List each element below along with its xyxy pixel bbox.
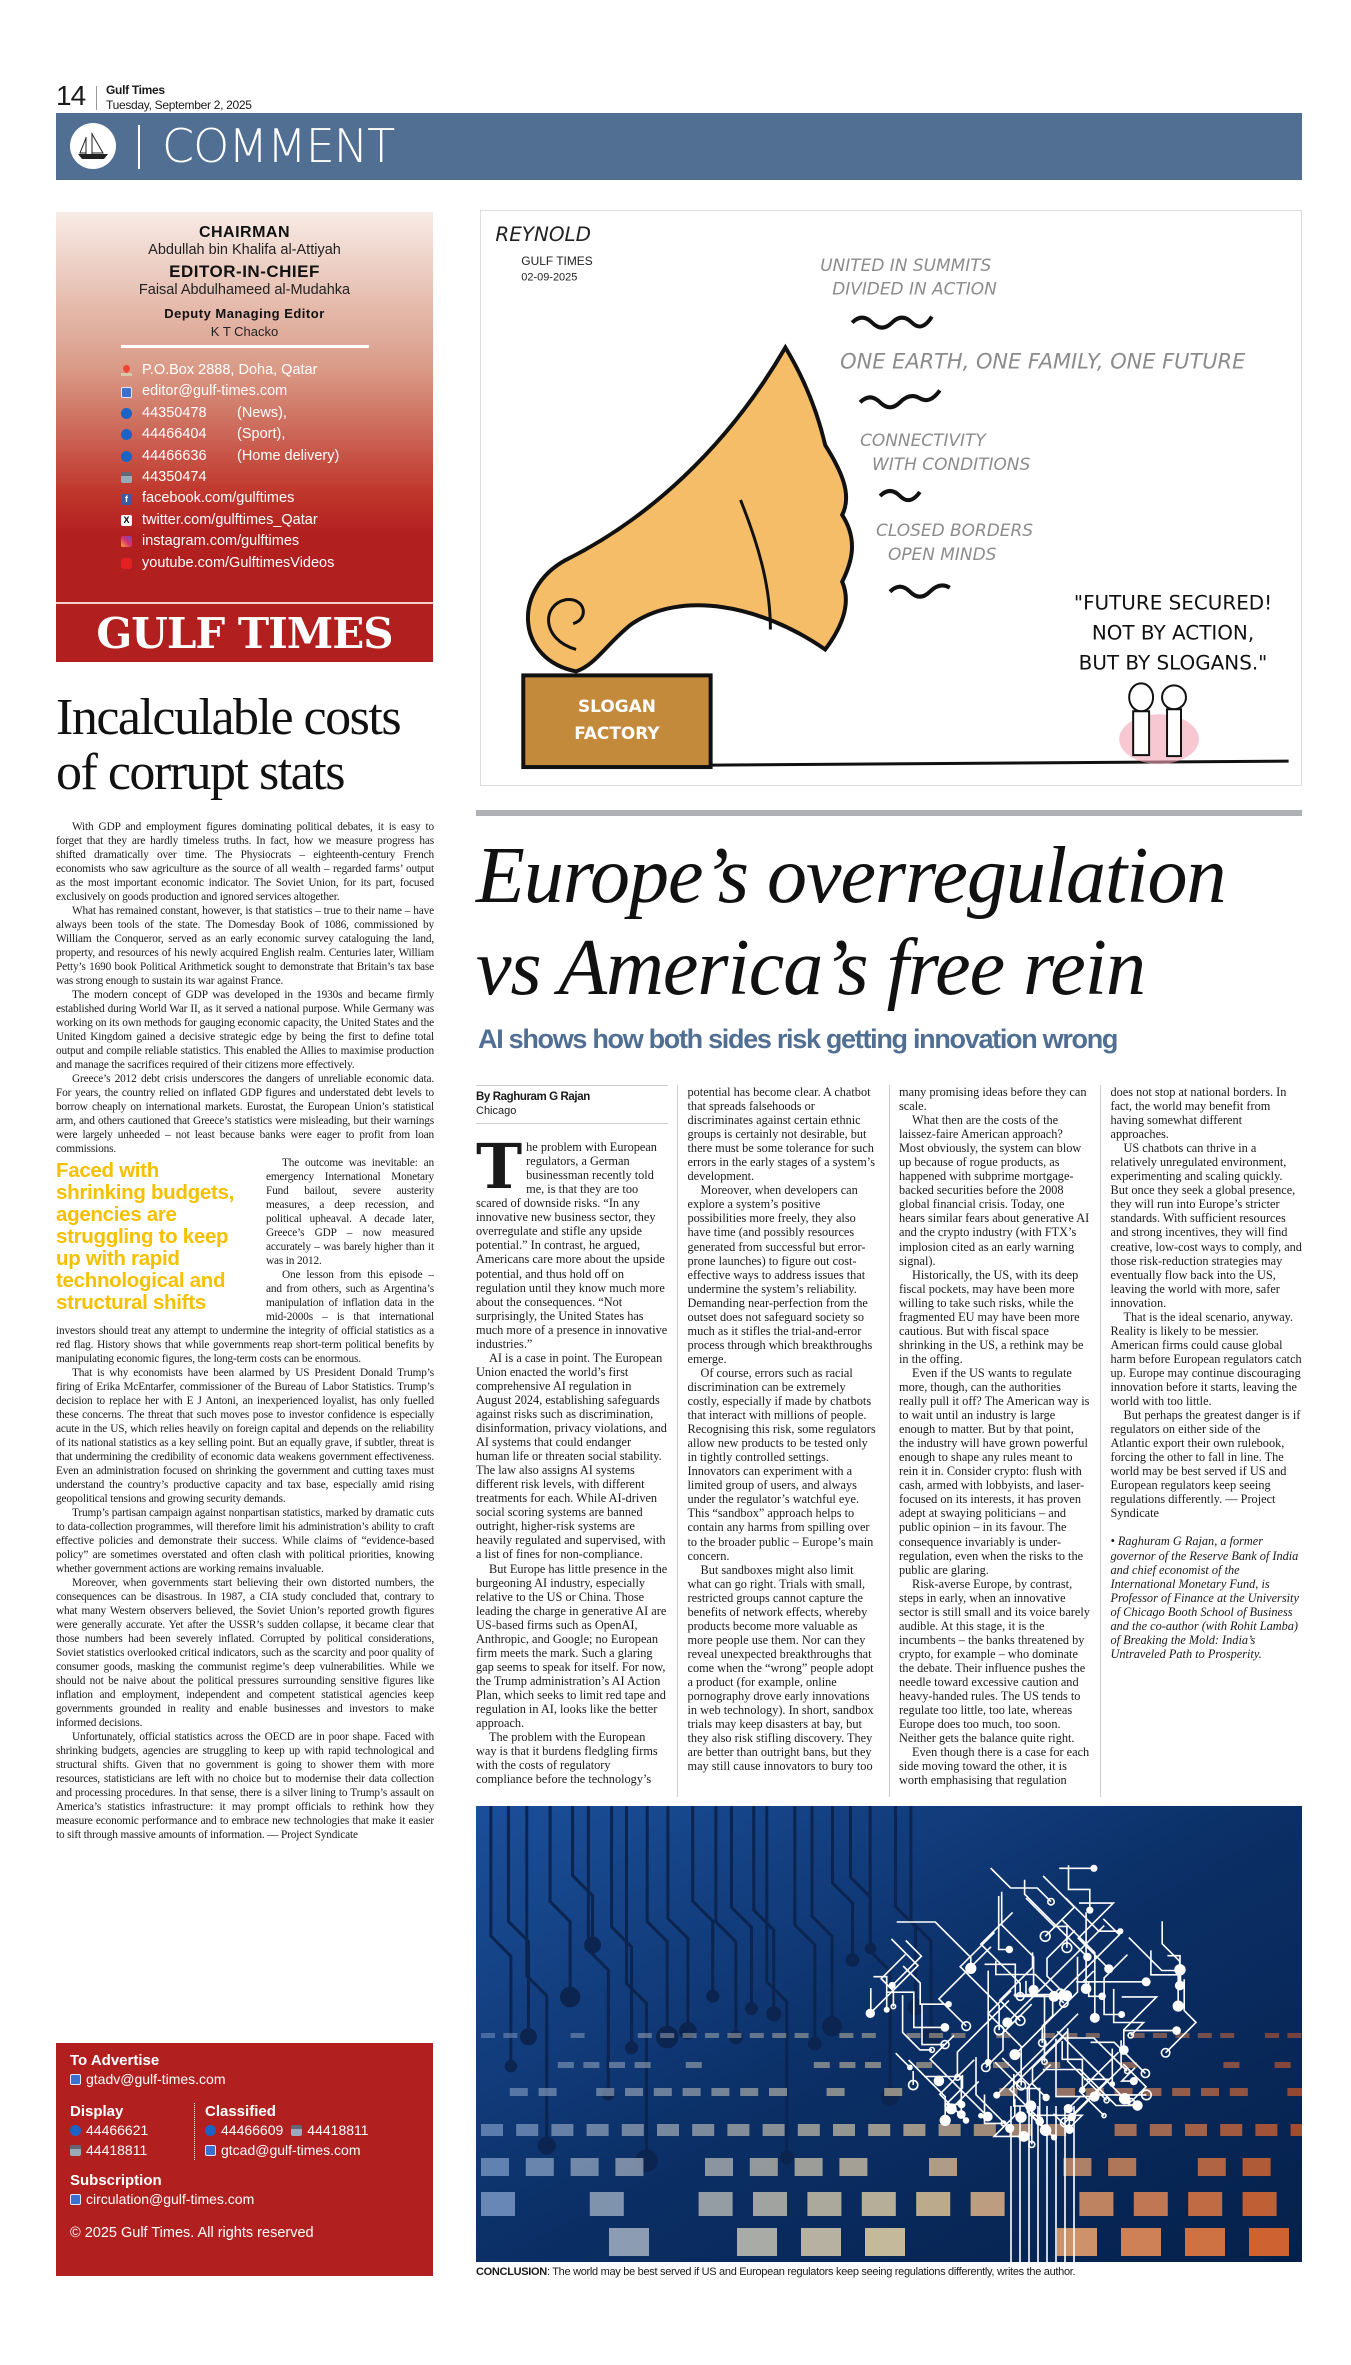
slogan: WITH CONDITIONS [872, 454, 1031, 475]
page-number: 14 [56, 80, 86, 111]
deputy-label: Deputy Managing Editor [164, 306, 325, 321]
subscription-email[interactable]: circulation@gulf-times.com [86, 2191, 255, 2207]
tile [692, 2124, 714, 2136]
classified-email[interactable]: gtcad@gulf-times.com [221, 2142, 361, 2158]
phone-number: 44466636 [142, 447, 207, 464]
circuit-node [768, 2008, 780, 2020]
tile [1153, 2033, 1167, 2038]
brain-node [1119, 2012, 1124, 2017]
tile [1115, 2124, 1137, 2136]
tile [1057, 2228, 1097, 2256]
paragraph: One lesson from this episode – and from others, such as Argentina’s manipulation of inflation data in the mid-2000s – is that international investors should treat any attempt to undermine the integrity of official statistics as a red flag. History shows that while governments reap short-term political benefits by manipulating economic figures, the long-term costs can be enormous. [56, 1269, 434, 1365]
tile [769, 2088, 787, 2096]
brain-node [1173, 2001, 1183, 2011]
tile [683, 2033, 697, 2038]
tile [526, 2158, 554, 2176]
tile [1079, 2192, 1113, 2216]
tile [1265, 2033, 1279, 2038]
tile [727, 2033, 741, 2038]
svg-text:02-09-2025: 02-09-2025 [521, 271, 578, 284]
paragraph: Even if the US wants to regulate more, though, can the authorities really pull it off? The American way is to wait until an industry is large enough to matter. But by that point, the industry will have grown powerful enough to shape any rules meant to rein it in. Consider crypto: flush with cash, armed with lobbyists, and laser-focused on its interests, it has proven adept at swaying politicians – and public opinion – in its favour. The consequence invariably is under-regulation, even when the risks to the public are glaring. [899, 1365, 1090, 1577]
paragraph: AI is a case in point. The European Union enacted the world’s first comprehensive AI regulation in August 2024, establishing safeguards against risks such as discrimination, disinformation, privacy violations, and AI systems that could endanger human life or threaten social stability. The law also assigns AI systems different risk levels, with different treatments for each. While AI-driven social scoring systems are banned outright, higher-risk systems are heavily regulated and supervised, with a list of fines for non-compliance. [476, 1350, 667, 1562]
tile [727, 2124, 749, 2136]
brain-node [941, 2024, 948, 2031]
brain-node [1099, 1993, 1105, 1999]
subheadline: AI shows how both sides risk getting innovation wrong [478, 1024, 1118, 1054]
tile [916, 2062, 932, 2068]
tile [481, 2192, 515, 2216]
svg-text:SLOGAN: SLOGAN [577, 696, 656, 717]
chairman-label: CHAIRMAN [198, 224, 291, 241]
tile [1150, 2124, 1172, 2136]
contact-list [121, 360, 433, 574]
tile [510, 2088, 528, 2096]
tile [862, 2192, 896, 2216]
tile [1255, 2124, 1277, 2136]
tile [654, 2088, 672, 2096]
deputy-name: K T Chacko [210, 324, 279, 339]
section-divider [138, 125, 140, 169]
phone-number: 44466404 [142, 426, 207, 443]
paragraph: The modern concept of GDP was developed in the 1930s and became firmly established during World War II, as it served a national purpose. While Germany was working on its own methods for gauging economic capacity, the United States and the United Kingdom gained a decisive strategic edge by being the first to define total output and compile reliable statistics. This enabled the Allies to maximise production and manage the sacrifices required of their citizens more effectively. [56, 989, 434, 1071]
tile [481, 2124, 503, 2136]
paragraph: Risk-averse Europe, by contrast, steps in early, when an innovative sector is still small and its voice barely audible. At this stage, it is the incumbents – the banks threatened by crypto, for example – who dominate the debate. Their influence pushes the needle toward excessive caution and heavy-handed rules. The US tends to regulate too little, too late, whereas Europe does too much, too soon. Neither gets the balance quite right. [899, 1576, 1090, 1746]
paragraph: Of course, errors such as racial discrimination can be extremely costly, especially if made by chatbots that interact with millions of people. Recognising this risk, some regulators allow new products to be tested only in tightly controlled settings. Innovators can experiment with a limited group of users, and always under the regulator’s watchful eye. This “sandbox” approach helps to contain any harms from spilling over to the broader public – Europe’s main concern. [687, 1365, 876, 1563]
brain-node [1173, 2027, 1180, 2034]
brain-node [1016, 2112, 1026, 2122]
tile [903, 2124, 925, 2136]
svg-text:"FUTURE SECURED!: "FUTURE SECURED! [1073, 591, 1273, 615]
envelope-icon [205, 2145, 216, 2156]
circuit-node [747, 2004, 757, 2014]
tile [839, 2158, 867, 2176]
tile [795, 2033, 809, 2038]
brain-node [1084, 1954, 1091, 1961]
circuit-node [561, 1988, 578, 2005]
tile [827, 2088, 845, 2096]
chairman-name: Abdullah bin Khalifa al-Attiyah [148, 242, 341, 258]
tile [705, 2033, 719, 2038]
masthead-box [56, 212, 433, 662]
brain-node [1091, 1866, 1097, 1872]
brain-node [1029, 1986, 1038, 1995]
contact-youtube[interactable] [121, 553, 433, 574]
circuit-node [847, 1955, 858, 1966]
paragraph: The problem with the European way is that it burdens fledgling firms with the costs of regulatory compliance before the technology’s potential has become clear. A chatbot that spreads falsehoods or discriminates against certain ethnic groups is certainly not desirable, but there must be some tolerance for such errors in the early stages of a system’s development. [476, 1085, 875, 1787]
tile [1243, 2192, 1277, 2216]
facebook-icon: f [121, 494, 132, 505]
tile [868, 2124, 890, 2136]
circuit-node [539, 2138, 554, 2153]
tile [884, 2088, 902, 2096]
brain-node [866, 2009, 874, 2017]
slogan-factory-box [523, 675, 710, 767]
phone-number: 44350478 [142, 404, 207, 421]
brain-node [1118, 1929, 1123, 1934]
paragraph: But perhaps the greatest danger is if regulators on either side of the Atlantic export their own rulebook, forcing the other to fall in line. The world may be best served if US and European regulators keep seeing regulations differently. — Project Syndicate [1110, 1408, 1301, 1521]
brain-node [986, 2060, 991, 2065]
slogan: ONE EARTH, ONE FAMILY, ONE FUTURE [840, 349, 1246, 374]
svg-text:GULF TIMES: GULF TIMES [521, 253, 593, 268]
tile [705, 2158, 733, 2176]
tile [839, 2033, 853, 2038]
brain-node [1082, 1984, 1091, 1993]
caption-text: : The world may be best served if US and European regulators keep seeing regulations differently, writes the author. [546, 2266, 1076, 2278]
advertise-email[interactable]: gtadv@gulf-times.com [86, 2071, 226, 2087]
phone-icon [205, 2125, 216, 2136]
phone-icon [121, 451, 132, 462]
tile [971, 2192, 1005, 2216]
tile [558, 2062, 574, 2068]
tile [657, 2124, 679, 2136]
brain-node [1062, 1991, 1071, 2000]
envelope-icon [70, 2194, 81, 2205]
brain-node [1105, 1965, 1113, 1973]
tile [1291, 2124, 1302, 2136]
advertising-box [56, 2043, 433, 2276]
section-bar [56, 113, 1302, 180]
editorial-cartoon [480, 210, 1302, 786]
tile [750, 2158, 778, 2176]
brain-node [1041, 2125, 1051, 2135]
circuit-node [781, 2152, 792, 2163]
headline-line: vs America’s free rein [476, 924, 1145, 1012]
contact-facebook[interactable] [121, 488, 433, 509]
instagram-icon [121, 536, 132, 547]
youtube-link[interactable]: youtube.com/GulftimesVideos [142, 554, 335, 571]
tile [516, 2124, 538, 2136]
left-article-title: Incalculable costs of corrupt stats [56, 689, 401, 801]
fax-number: 44350474 [142, 469, 207, 486]
brain-node [1091, 2014, 1099, 2022]
publication-name: Gulf Times [106, 83, 165, 97]
display-label: Display [70, 2103, 124, 2120]
instagram-link[interactable]: instagram.com/gulftimes [142, 533, 300, 550]
tile [1243, 2158, 1271, 2176]
x-twitter-icon: X [121, 515, 132, 526]
tile [929, 2158, 957, 2176]
paragraph: With GDP and employment figures dominating political debates, it is easy to forget that they are hardly timeless truths. In fact, how we measure progress has shifted dramatically over time. The Physiocrats – eighteenth-century French economists who saw agriculture as the source of all wealth – regarded farms’ output as the most important economic indicator. The Soviet Union, for its part, focused exclusively on goods production and ignored services altogether. [56, 821, 434, 903]
dhow-logo-icon [70, 123, 116, 169]
phone-note: (News), [237, 404, 287, 421]
phone-note: (Home delivery) [237, 447, 340, 464]
tile [625, 2088, 643, 2096]
youtube-icon [121, 558, 132, 569]
paragraph: Historically, the US, with its deep fiscal pockets, may have been more willing to take such risks, while the fragmented EU may have been more cautious. But with fiscal space shrinking in the US, a rethink may be in the offing. [899, 1267, 1084, 1366]
slogan: UNITED IN SUMMITS [820, 254, 992, 275]
paragraph: But sandboxes might also limit what can go right. Trials with small, restricted groups cannot capture the benefits of network effects, whereby products become more valuable as more people use them. Nor can they reveal unexpected breakthroughs that come when the “wrong” people adopt a product (for example, online pornography drove early innovations in web technology). In short, sandbox trials may keep disasters at bay, but they also risk stifling discovery. They are better than outright bans, but they may still cause innovators to bury too many promising ideas before they can scale. [687, 1085, 1087, 1774]
tile [683, 2088, 701, 2096]
svg-text:REYNOLD: REYNOLD [495, 222, 592, 246]
contact-address [121, 360, 433, 381]
contact-fax [121, 467, 433, 488]
tile [907, 2033, 921, 2038]
envelope-icon [70, 2074, 81, 2085]
classified-fax: 44418811 [307, 2122, 369, 2138]
tile [1220, 2033, 1234, 2038]
tile [865, 2062, 881, 2068]
paragraph: The problem with European regulators, a German businessman recently told me, is that they are too scared of downside risks. “In any innovative new business sector, they overregulate and stifle any upside potential.” In contrast, he argued, Americans care more about the upside potential, and thus hold off on regulation until they know much more about the consequences. “Not surprisingly, the United States has much more of a presence in innovative industries.” [476, 1130, 668, 1351]
tile [1121, 2228, 1161, 2256]
brain-node [934, 2076, 943, 2085]
gulf-times-logo [56, 602, 433, 662]
tile [1057, 2088, 1075, 2096]
tile [539, 2088, 557, 2096]
tile [1185, 2124, 1207, 2136]
contact-phone-delivery [121, 446, 433, 467]
svg-text:NOT BY ACTION,: NOT BY ACTION, [1091, 621, 1255, 645]
paragraph: Greece’s 2012 debt crisis underscores the dangers of unreliable economic data. For years, the country relied on inflated GDP figures and understated debt levels to borrow cheaply on international markets. Eurostat, the European Union’s statistical arm, and others cautioned that Greece’s statistics were misleading, but their warnings were largely unheeded – not least because banks were eager to profit from loan commissions. [56, 1073, 434, 1155]
circuit-node [708, 1991, 718, 2001]
tile [929, 2033, 943, 2038]
svg-text:FACTORY: FACTORY [574, 723, 660, 744]
paragraph: That is why economists have been alarmed by US President Donald Trump’s firing of Erika McEntarfer, commissioner of the Bureau of Labor Statistics. Trump’s decision to replace her with E J Antoni, an inexperienced loyalist, has only fuelled these concerns. The threat that such moves pose to investor confidence is especially acute in the US, which relies heavily on foreign capital and depends on the reliability of its national statistics as a key selling point. But an equally grave, if subtler, threat is that undermining the credibility of economic data weakens government effectiveness. Even an administration focused on shrinking the government and cutting taxes must understand the country’s productive capacity and tax base, especially amid rising geopolitical tensions and growing security demands. [56, 1367, 434, 1505]
tile [750, 2033, 764, 2038]
email-link[interactable]: editor@gulf-times.com [142, 383, 288, 400]
paragraph: What then are the costs of the laissez-faire American approach? Most obviously, the system can blow up because of rogue products, as happened with subprime mortgage-backed securities before the 2008 global financial crisis. Today, one hears similar fears about generative AI and the crypto industry (with FTX’s implosion cited as an early warning signal). [899, 1113, 1090, 1268]
slogan: CLOSED BORDERS [876, 519, 1033, 540]
tile [814, 2062, 830, 2068]
section-title: COMMENT [162, 119, 395, 173]
tile [571, 2033, 585, 2038]
tile [686, 2062, 702, 2068]
phone-icon [70, 2125, 81, 2136]
brain-node [1176, 1982, 1184, 1990]
display-phone: 44466621 [86, 2122, 149, 2138]
logo-text: GULF TIMES [96, 608, 393, 658]
tile [753, 2192, 787, 2216]
byline [476, 1085, 668, 1124]
fax-icon [291, 2125, 302, 2136]
brain-node [1006, 1947, 1012, 1953]
tile [1287, 2033, 1301, 2038]
circuit-node [627, 2043, 637, 2053]
paragraph: Unfortunately, official statistics across the OECD are in poor shape. Faced with shrinking budgets, agencies are struggling to keep up with rapid technological and structural shifts. Given that no government is going to shower them with more resources, statisticians are left with no choice but to modernise their data collection and processing procedures. In that sense, there is a silver lining to Trump’s assault on America’s statistics infrastructure: it may prompt officials to rethink how they measure economic performance and to embrace new technologies that make it easier to sift through massive amounts of information. — Project Syndicate [56, 1731, 434, 1841]
classified-phone: 44466609 [221, 2122, 284, 2138]
brain-node [885, 2008, 889, 2012]
slogan: OPEN MINDS [888, 543, 997, 564]
phone-icon [121, 408, 132, 419]
paragraph: Trump’s partisan campaign against nonpartisan statistics, marked by dramatic cuts to data-collection programmes, will therefore limit his administration’s ability to craft effective policies and demonstrate their success. While claims of “evidence-based policy” are sometimes overstated and often clash with political priorities, knowing whether government actions are working remains invaluable. [56, 1507, 434, 1575]
tile [1172, 2088, 1190, 2096]
location-pin-icon [121, 365, 132, 376]
tile [638, 2033, 652, 2038]
main-headline [476, 830, 1316, 1014]
address-text: P.O.Box 2888, Doha, Qatar [142, 362, 318, 378]
author-bio: • Raghuram G Rajan, a former governor of the Reserve Bank of India and chief economist of the International Monetary Fund, is Professor of Finance at the University of Chicago Booth School of Business and the co-author (with Rohit Lamba) of Breaking the Mold: India’s Untraveled Path to Prosperity. [1110, 1534, 1299, 1661]
tile [740, 2088, 758, 2096]
copyright: © 2025 Gulf Times. All rights reserved [70, 2225, 314, 2241]
caption-label: CONCLUSION [476, 2266, 547, 2278]
tile [763, 2124, 785, 2136]
classified-section [195, 2103, 369, 2160]
tile [660, 2033, 674, 2038]
contact-twitter[interactable] [121, 510, 433, 531]
tile [1063, 2158, 1091, 2176]
tile [833, 2124, 855, 2136]
tile [916, 2192, 950, 2216]
brain-node [994, 2092, 999, 2097]
tile [699, 2192, 733, 2216]
svg-text:BUT BY SLOGANS.": BUT BY SLOGANS." [1078, 651, 1268, 675]
tile [635, 2062, 651, 2068]
envelope-icon [121, 387, 132, 398]
paragraph: Moreover, when governments start believing their own distorted numbers, the consequences can be disastrous. In 1987, a CIA study concluded that, contrary to what many Western observers believed, the Soviet Union’s reported growth figures were generally accurate. Yet after the USSR’s sudden collapse, it became clear that those numbers had been severely inflated. Corrupted by political considerations, Soviet statistics overlooked critical indicators, such as the scarcity and poor quality of consumer goods, masking the communist regime’s deep vulnerabilities. While we should not be naive about the political pressures surrounding sensitive figures like inflation and employment, independent and competent statistical agencies keep governments grounded in reality and enable businesses and investors to make informed decisions. [56, 1577, 434, 1729]
tile [1134, 2192, 1168, 2216]
facebook-link[interactable]: facebook.com/gulftimes [142, 490, 295, 507]
brain-node [984, 2112, 992, 2120]
tile [1198, 2158, 1226, 2176]
brain-node [940, 2116, 950, 2126]
tile [1223, 2062, 1239, 2068]
pull-quote: Faced with shrinking budgets, agencies are struggling to keep up with rapid technological and structural shifts [56, 1159, 234, 1314]
subscription-label: Subscription [70, 2172, 162, 2189]
tile [1287, 2088, 1302, 2096]
tile [587, 2124, 609, 2136]
tile [772, 2033, 786, 2038]
paragraph: The outcome was inevitable: an emergency International Monetary Fund bailout, severe austerity measures, a deep recession, and political upheaval. A decade later, Greece’s GDP – now measured accurately – was barely higher than it was in 2012. [266, 1157, 434, 1267]
circuit-node [506, 2062, 515, 2071]
dateline: Chicago [476, 1105, 517, 1118]
brain-node [1043, 2095, 1049, 2101]
tile [609, 2228, 649, 2256]
header-divider [96, 86, 97, 110]
twitter-link[interactable]: twitter.com/gulftimes_Qatar [142, 511, 318, 528]
drop-cap: T [476, 1130, 523, 1204]
brain-node [946, 2002, 951, 2007]
author-name: By Raghuram G Rajan [476, 1091, 590, 1103]
brain-node [947, 2104, 956, 2113]
tile [1220, 2124, 1242, 2136]
tile [1201, 2088, 1219, 2096]
phone-icon [121, 429, 132, 440]
tile [1230, 2088, 1248, 2096]
tile [503, 2033, 517, 2038]
tile [795, 2158, 823, 2176]
tile [615, 2158, 643, 2176]
tile [711, 2088, 729, 2096]
tile [737, 2228, 777, 2256]
paragraph: Moreover, when developers can explore a system’s positive possibilities more freely, they also have time (and possibly resources generated from successful but error-prone launches) to figure out cost-effective ways to address issues that undermine the system’s reliability. Demanding near-perfection from the outset does not safeguard society so much as it stifles the trial-and-error process through which breakthroughs emerge. [687, 1183, 873, 1366]
main-article-body [476, 1085, 1302, 1797]
tile [1108, 2158, 1136, 2176]
contact-phone-news [121, 403, 433, 424]
tile [583, 2062, 599, 2068]
cartoon-quote [1074, 592, 1272, 675]
brain-node [1003, 2018, 1012, 2027]
brain-node [966, 1964, 976, 1974]
contact-email[interactable] [121, 381, 433, 402]
circuit-node [823, 2018, 840, 2035]
brain-node [979, 2114, 983, 2118]
tile [801, 2228, 841, 2256]
editor-label: EDITOR-IN-CHIEF [169, 262, 320, 281]
tile [862, 2033, 876, 2038]
brain-node [1010, 2050, 1019, 2059]
slogan: CONNECTIVITY [860, 430, 986, 451]
ai-brain-illustration [476, 1806, 1302, 2262]
tile [590, 2192, 624, 2216]
tile [551, 2124, 573, 2136]
contact-instagram[interactable] [121, 531, 433, 552]
tile [865, 2228, 905, 2256]
tile [481, 2033, 495, 2038]
fax-icon [70, 2145, 81, 2156]
brain-node [1131, 2078, 1138, 2085]
fax-icon [121, 472, 132, 483]
slogan: DIVIDED IN ACTION [832, 278, 997, 299]
tile [807, 2192, 841, 2216]
advertise-label: To Advertise [70, 2052, 160, 2069]
display-section [70, 2103, 195, 2160]
editor-name: Faisal Abdulhameed al-Mudahka [138, 282, 351, 298]
paragraph: That is the ideal scenario, anyway. Reality is likely to be messier. American firms could cause global harm before European regulators catch up. Europe may continue discouraging innovation before it starts, leaving the world with too little. [1110, 1309, 1302, 1409]
circuit-node [521, 2030, 535, 2044]
contact-phone-sport [121, 424, 433, 445]
publication-date: Tuesday, September 2, 2025 [106, 98, 252, 112]
tile [1249, 2228, 1289, 2256]
phone-note: (Sport), [237, 426, 286, 443]
tile [839, 2062, 855, 2068]
brain-node [908, 2065, 912, 2069]
photo-caption [476, 2266, 1075, 2278]
paragraph: But Europe has little presence in the burgeoning AI industry, especially relative to the US or China. Those leading the charge in generative AI are US-based firms such as OpenAI, Anthropic, and Google; no European firm meets the mark. Such a glaring gap seems to speak for itself. For now, the Trump administration’s AI Action Plan, which seeks to limit red tape and regulation in AI, looks like the better approach. [476, 1561, 668, 1731]
brain-node [964, 2118, 969, 2123]
masthead-divider [121, 345, 369, 348]
tile [1185, 2228, 1225, 2256]
tile [1188, 2192, 1222, 2216]
tile [798, 2124, 820, 2136]
paragraph: What has remained constant, however, is that statistics – true to their name – have always been tools of the state. The Domesday Book of 1086, commissioned by William the Conqueror, served as an early economic survey cataloguing the land, property, and resources of his newly acquired English realm. Centuries later, William Petty’s 1690 book Political Arithmetick sought to demonstrate that Britain’s tax base was strong enough to sustain its war against France. [56, 905, 434, 987]
brain-node [958, 2111, 965, 2118]
tile [1198, 2033, 1212, 2038]
article-top-rule [476, 810, 1302, 816]
circuit-node [809, 2038, 820, 2049]
brain-node [1087, 1907, 1093, 1913]
classified-label: Classified [205, 2103, 276, 2120]
tile [571, 2158, 599, 2176]
brain-node [1006, 2125, 1014, 2133]
tile [1275, 2062, 1291, 2068]
left-article-body [56, 820, 434, 2045]
display-fax: 44418811 [86, 2142, 148, 2158]
tile [481, 2158, 509, 2176]
tile [622, 2124, 644, 2136]
tile [596, 2088, 614, 2096]
headline-line: Europe’s overregulation [476, 832, 1226, 920]
tile [609, 2062, 625, 2068]
brain-node [1143, 1978, 1150, 1985]
tile [974, 2124, 996, 2136]
paragraph: US chatbots can thrive in a relatively unregulated environment, experimenting and scaling quickly. But once they seek a global presence, they will run into Europe’s stricter standards. With sufficient resources and strong incentives, they will find creative, low-cost ways to comply, and those risk-reduction strategies may eventually flow back into the US, leaving the world with more, safer innovation. [1110, 1141, 1302, 1310]
paragraph: Even though there is a case for each side moving toward the other, it is worth emphasising that regulation does not stop at national borders. In fact, the world may benefit from having somewhat different approaches. [899, 1085, 1287, 1788]
tile [939, 2124, 961, 2136]
